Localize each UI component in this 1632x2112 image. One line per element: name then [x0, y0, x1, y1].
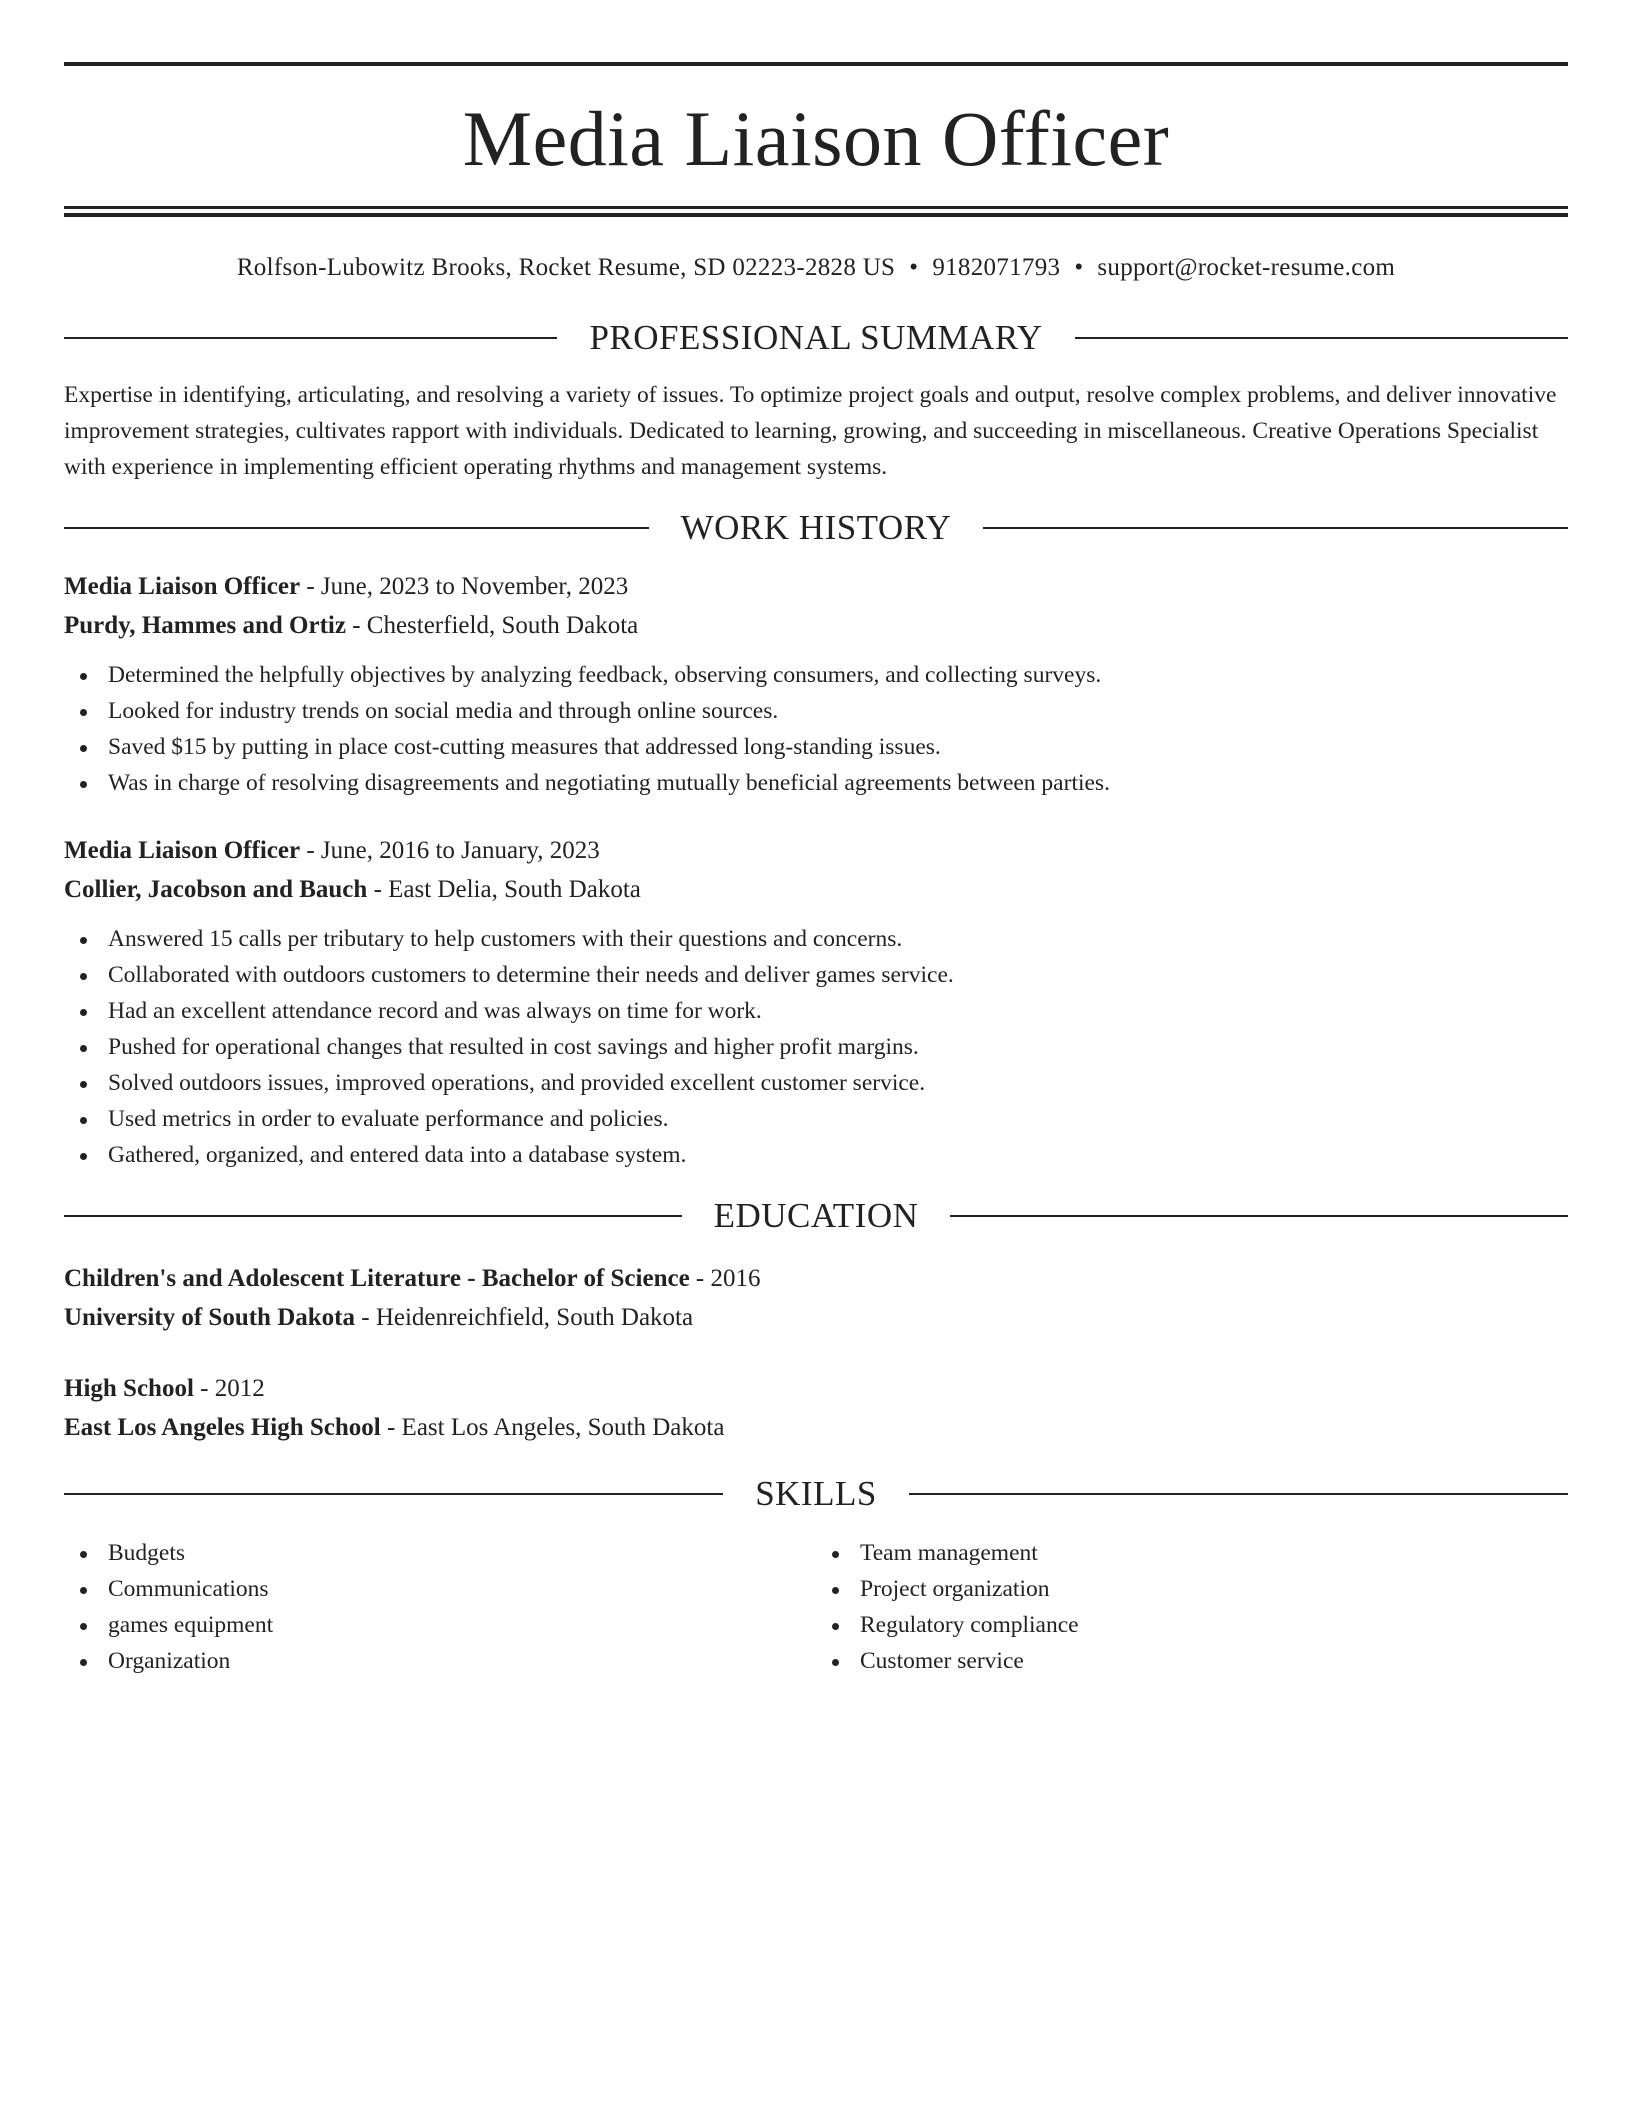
- job-entry: [64, 567, 1568, 801]
- skill-item: Project organization: [816, 1571, 1568, 1607]
- job-location: - Chesterfield, South Dakota: [345, 612, 639, 639]
- job-bullets: [64, 921, 1568, 1173]
- job-company: Collier, Jacobson and Bauch: [64, 876, 368, 903]
- list-item: Determined the helpfully objectives by analyzing feedback, observing consumers, and collecting surveys.: [64, 657, 1568, 693]
- skill-item: Regulatory compliance: [816, 1607, 1568, 1643]
- contact-address: Rolfson-Lubowitz Brooks, Rocket Resume, SD 02223-2828 US: [236, 254, 896, 281]
- section-divider: [909, 1493, 1568, 1495]
- degree-line: [64, 1259, 1568, 1298]
- page-title: Media Liaison Officer: [462, 95, 1170, 182]
- list-item: Looked for industry trends on social media and through online sources.: [64, 693, 1568, 729]
- section-divider: [64, 337, 557, 339]
- section-divider: [64, 1215, 682, 1217]
- degree-year: - 2012: [193, 1375, 265, 1402]
- summary-text: Expertise in identifying, articulating, and resolving a variety of issues. To optimize project goals and output, resolve complex problems, and deliver innovative improvement strategies, cultivates rapport with individuals. Dedicated to learning, growing, and succeeding in miscellaneous. Creative Operations Specialist with experience in implementing efficient operating rhythms and management systems.: [64, 382, 1557, 480]
- job-title: Media Liaison Officer: [64, 837, 301, 864]
- section-header-skills: [64, 1473, 1568, 1515]
- section-divider: [983, 527, 1568, 529]
- section-title-work: WORK HISTORY: [680, 508, 952, 547]
- skills-column-right: [816, 1535, 1568, 1679]
- school-line: [64, 1408, 1568, 1447]
- section-divider: [950, 1215, 1568, 1217]
- skills-column-left: [64, 1535, 816, 1679]
- skill-item: Team management: [816, 1535, 1568, 1571]
- skill-item: Budgets: [64, 1535, 816, 1571]
- degree-year: - 2016: [689, 1265, 761, 1292]
- job-dates: - June, 2023 to November, 2023: [300, 573, 629, 600]
- school-line: [64, 1298, 1568, 1337]
- skills-grid: [64, 1535, 1568, 1679]
- contact-separator: •: [909, 254, 919, 281]
- contact-email: support@rocket-resume.com: [1097, 254, 1396, 281]
- section-title-skills: SKILLS: [755, 1474, 877, 1513]
- education-entry: [64, 1369, 1568, 1447]
- skill-item: Customer service: [816, 1643, 1568, 1679]
- section-header-summary: [64, 317, 1568, 359]
- job-title-line: [64, 567, 1568, 606]
- section-title-summary: PROFESSIONAL SUMMARY: [589, 318, 1043, 357]
- list-item: Gathered, organized, and entered data into a database system.: [64, 1137, 1568, 1173]
- skill-item: Communications: [64, 1571, 816, 1607]
- job-title: Media Liaison Officer: [64, 573, 301, 600]
- section-title-education: EDUCATION: [713, 1196, 919, 1235]
- contact-separator: •: [1074, 254, 1084, 281]
- skill-item: Organization: [64, 1643, 816, 1679]
- section-header-work: [64, 507, 1568, 549]
- job-dates: - June, 2016 to January, 2023: [300, 837, 600, 864]
- section-divider: [64, 1493, 723, 1495]
- job-location: - East Delia, South Dakota: [367, 876, 641, 903]
- degree: Children's and Adolescent Literature - Bachelor of Science: [64, 1265, 690, 1292]
- list-item: Had an excellent attendance record and was always on time for work.: [64, 993, 1568, 1029]
- list-item: Solved outdoors issues, improved operations, and provided excellent customer service.: [64, 1065, 1568, 1101]
- school-location: - East Los Angeles, South Dakota: [380, 1414, 725, 1441]
- degree: High School: [64, 1375, 194, 1402]
- list-item: Saved $15 by putting in place cost-cutting measures that addressed long-standing issues.: [64, 729, 1568, 765]
- skill-item: games equipment: [64, 1607, 816, 1643]
- job-company: Purdy, Hammes and Ortiz: [64, 612, 346, 639]
- education-entry: [64, 1259, 1568, 1337]
- degree-line: [64, 1369, 1568, 1408]
- school: East Los Angeles High School: [64, 1414, 381, 1441]
- school-location: - Heidenreichfield, South Dakota: [355, 1304, 694, 1331]
- section-header-education: [64, 1195, 1568, 1237]
- list-item: Was in charge of resolving disagreements and negotiating mutually beneficial agreements between parties.: [64, 765, 1568, 801]
- job-company-line: [64, 606, 1568, 645]
- job-company-line: [64, 870, 1568, 909]
- job-bullets: [64, 657, 1568, 801]
- list-item: Used metrics in order to evaluate performance and policies.: [64, 1101, 1568, 1137]
- title-double-rule: [64, 206, 1568, 217]
- job-title-line: [64, 831, 1568, 870]
- list-item: Collaborated with outdoors customers to determine their needs and deliver games service.: [64, 957, 1568, 993]
- list-item: Pushed for operational changes that resulted in cost savings and higher profit margins.: [64, 1029, 1568, 1065]
- contact-phone: 9182071793: [932, 254, 1061, 281]
- list-item: Answered 15 calls per tributary to help customers with their questions and concerns.: [64, 921, 1568, 957]
- contact-line: [64, 253, 1568, 283]
- section-divider: [64, 527, 649, 529]
- school: University of South Dakota: [64, 1304, 355, 1331]
- section-divider: [1075, 337, 1568, 339]
- job-entry: [64, 831, 1568, 1173]
